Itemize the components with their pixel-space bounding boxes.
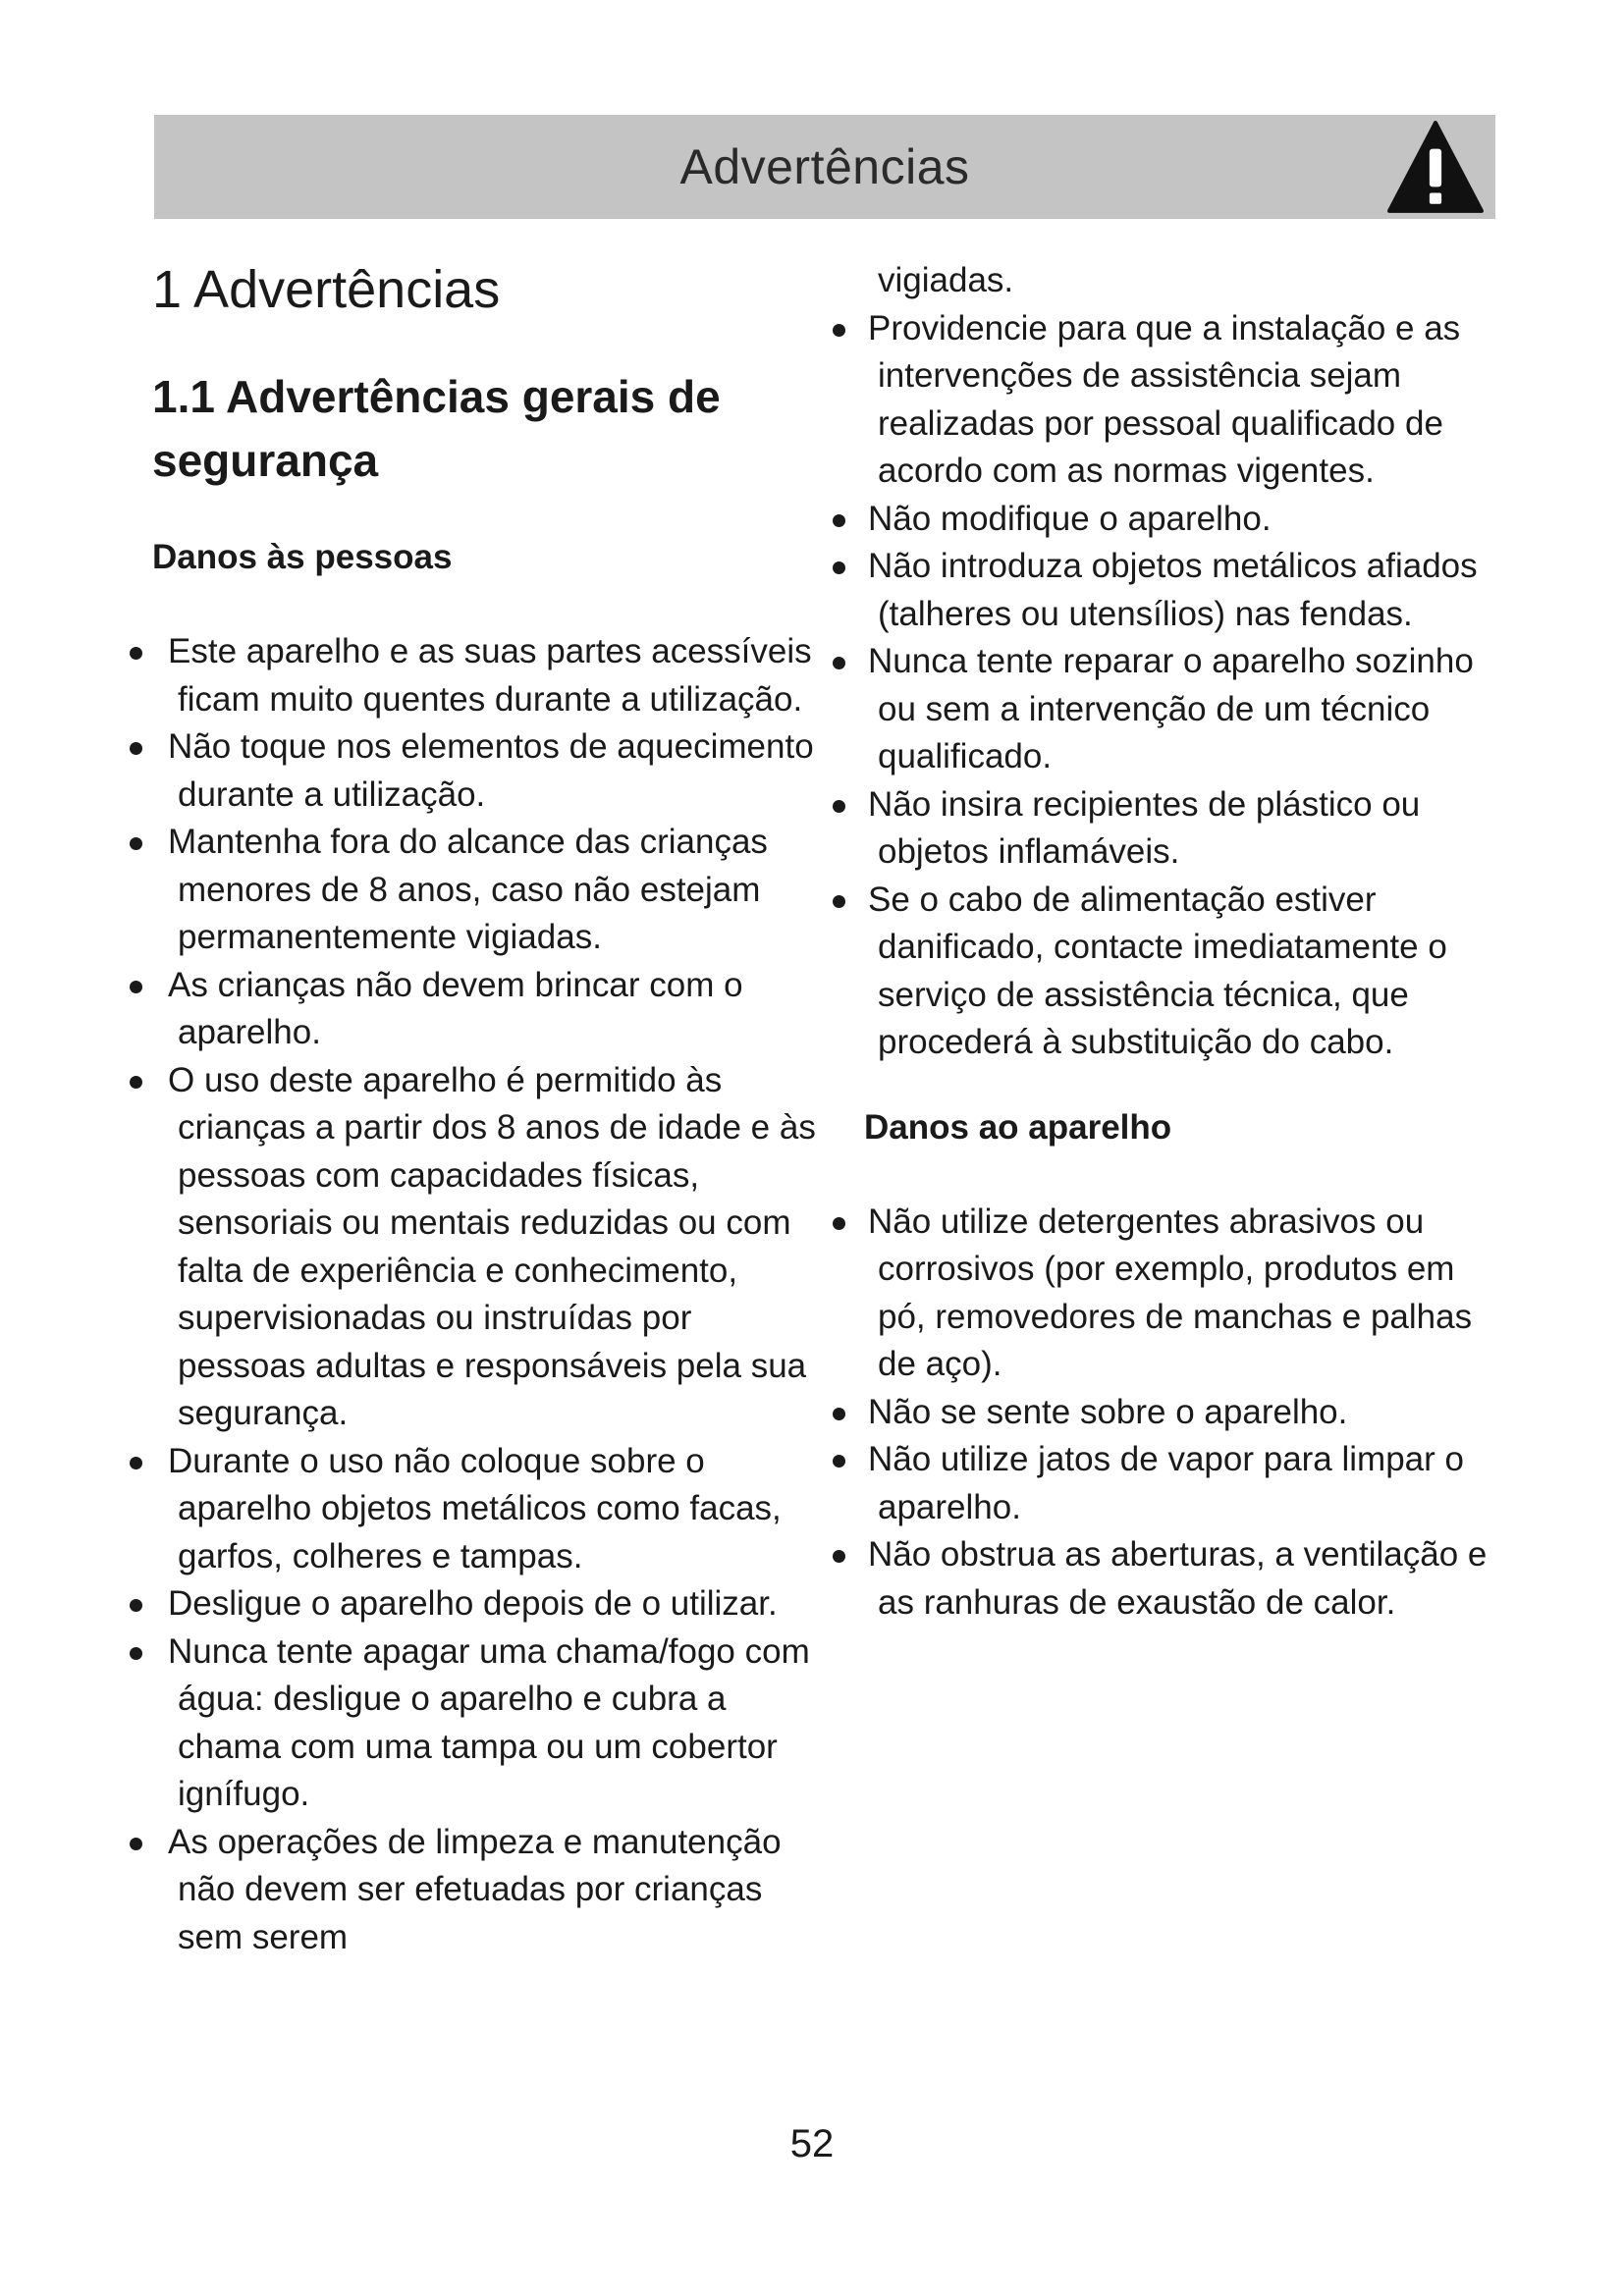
list-item: Não obstrua as aberturas, a ventilação e as ranhuras de exaustão de calor. [825,1531,1502,1627]
list-item: Providencie para que a instalação e as intervenções de assistência sejam realizadas por pessoal qualificado de acordo com as normas vigentes. [825,305,1502,496]
list-item: Não introduza objetos metálicos afiados (talheres ou utensílios) nas fendas. [825,543,1502,638]
list-item: Nunca tente reparar o aparelho sozinho ou sem a intervenção de um técnico qualificado. [825,638,1502,781]
section-heading: 1 Advertências [152,260,501,319]
left-column [125,255,822,1961]
danos-aparelho-title: Danos ao aparelho [864,1107,1172,1147]
list-item: Não utilize detergentes abrasivos ou corrosivos (por exemplo, produtos em pó, removedores de manchas e palhas de aço). [825,1199,1502,1389]
header-bar [154,115,1495,219]
list-item: Desligue o aparelho depois de o utilizar. [125,1580,822,1629]
list-item: Se o cabo de alimentação estiver danificado, contacte imediatamente o serviço de assistência técnica, que procederá à substituição do cabo. [825,877,1502,1067]
header-title: Advertências [679,139,970,194]
section-subheading: 1.1 Advertências gerais de segurança [152,371,721,486]
danos-pessoas-list [125,628,822,1961]
list-item: Não modifique o aparelho. [825,496,1502,544]
list-item: Nunca tente apagar uma chama/fogo com água: desligue o aparelho e cubra a chama com uma tampa ou um cobertor ignífugo. [125,1629,822,1819]
danos-pessoas-title: Danos às pessoas [152,538,453,576]
list-item: O uso deste aparelho é permitido às crianças a partir dos 8 anos de idade e às pessoas com capacidades físicas, sensoriais ou mentais reduzidas ou com falta de experiência e conhecimento, supervisionadas ou instruídas por pessoas adultas e responsáveis pela sua segurança. [125,1057,822,1438]
list-item: Este aparelho e as suas partes acessíveis ficam muito quentes durante a utilização. [125,628,822,723]
list-item: As crianças não devem brincar com o aparelho. [125,962,822,1057]
danos-aparelho-list [825,1199,1502,1628]
page-number: 52 [789,2122,835,2165]
list-item: Não insira recipientes de plástico ou objetos inflamáveis. [825,781,1502,877]
list-item: Não toque nos elementos de aquecimento durante a utilização. [125,723,822,819]
list-item: Não se sente sobre o aparelho. [825,1389,1502,1437]
right-column [825,257,1502,1627]
list-item: Durante o uso não coloque sobre o aparelho objetos metálicos como facas, garfos, colheres e tampas. [125,1438,822,1581]
list-item: As operações de limpeza e manutenção não devem ser efetuadas por crianças sem serem [125,1819,822,1962]
list-item-continuation: vigiadas. [878,261,1014,299]
danos-pessoas-list-continued [825,305,1502,1067]
list-item: Mantenha fora do alcance das crianças menores de 8 anos, caso não estejam permanentemente vigiadas. [125,819,822,962]
list-item: Não utilize jatos de vapor para limpar o aparelho. [825,1436,1502,1531]
warning-triangle-icon [1385,119,1486,215]
